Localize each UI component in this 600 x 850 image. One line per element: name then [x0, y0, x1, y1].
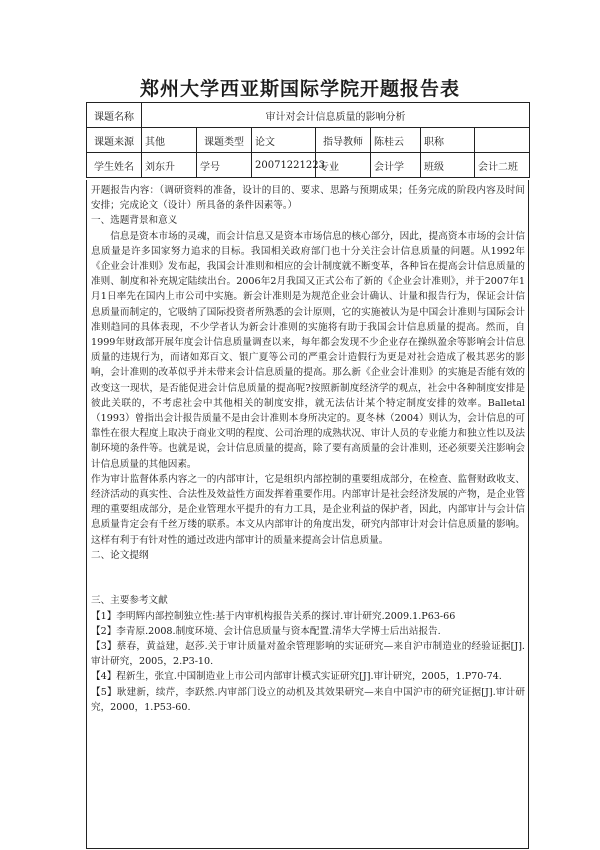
section-background-paragraph-2: 作为审计监督体系内容之一的内部审计，它是组织内部控制的重要组成部分，在检查、监督财政收支、经济活动的真实性、合法性及效益性方面发挥着重要作用。内部审计是社会经济发展的产物，是企业管理的重要组成部分，是企业管理水平提升的有力工具，是企业利益的保护者，因此，内部审计与会计信息质量肯定会有千丝万缕的联系。本文从内部审计的角度出发，研究内部审计对会计信息质量的影响。这样有利于有针对性的通过改进内部审计的质量来提高会计信息质量。 — [91, 473, 525, 546]
class-value: 会计二班 — [475, 153, 530, 178]
page-title: 郑州大学西亚斯国际学院开题报告表 — [139, 78, 460, 100]
topic-row — [87, 103, 530, 128]
name-label: 学生姓名 — [87, 153, 142, 178]
outline-blank — [91, 563, 525, 578]
topic-value: 审计对会计信息质量的影响分析 — [142, 103, 530, 128]
source-row — [87, 128, 530, 153]
name-value: 刘东升 — [142, 153, 197, 178]
section-outline-heading: 二、论文提纲 — [91, 549, 149, 561]
class-label: 班级 — [421, 153, 475, 178]
id-label: 学号 — [197, 153, 252, 178]
source-label: 课题来源 — [87, 128, 142, 153]
advisor-value: 陈桂云 — [371, 128, 421, 153]
id-value: 20071221223 — [252, 153, 316, 178]
major-label: 专业 — [316, 153, 371, 178]
section-references-heading: 三、主要参考文献 — [91, 595, 168, 607]
info-table — [86, 102, 530, 178]
type-value: 论文 — [252, 128, 316, 153]
source-value: 其他 — [142, 128, 197, 153]
reference-item: 【4】程新生，张宜.中国制造业上市公司内部审计模式实证研究[J].审计研究，2005，1.P70-74. — [91, 671, 502, 683]
reference-item: 【2】李青原.2008.制度环境、会计信息质量与资本配置.清华大学博士后出站报告. — [91, 625, 441, 637]
section-background-heading: 一、选题背景和意义 — [91, 215, 178, 227]
topic-label: 课题名称 — [87, 103, 142, 128]
student-row — [87, 153, 530, 178]
section-background-paragraph: 信息是资本市场的灵魂，而会计信息又是资本市场信息的核心部分，因此，提高资本市场的会计信息质量是许多国家努力追求的目标。我国相关政府部门也十分关注会计信息质量的问题。从1992年《企业会计准则》发布起，我国会计准则和相应的会计制度就不断变革，各种旨在提高会计信息质量的准则、制度和补充规定陆续出台。2006年2月我国又正式公布了新的《企业会计准则》，并于2007年1月1日率先在国内上市公司中实施。新会计准则是为规范企业会计确认、计量和报告行为，保证会计信息质量而制定的，它吸纳了国际投资者所熟悉的会计原则，它的实施被认为是中国会计准则与国际会计准则趋同的具体表现，不少学者认为新会计准则的实施将有助于我国会计信息质量的提高。然而，自1999年财政部开展年度会计信息质量调查以来，每年都会发现不少企业存在操纵盈余等影响会计信息质量的违规行为，而诸如郑百文、银广夏等公司的严重会计造假行为更是对社会造成了极其恶劣的影响，会计准则的改革似乎并未带来会计信息质量的提高。那么新《企业会计准则》的实施是否能有效的改变这一现状，是否能促进会计信息质量的提高呢?按照新制度经济学的观点，社会中各种制度安排是彼此关联的，不考虑社会中其他相关的制度安排，就无法估计某个特定制度安排的效率。Balletal（1993）曾指出会计报告质量不是由会计准则本身所决定的。夏冬林（2004）则认为，会计信息的可靠性在很大程度上取决于商业文明的程度、公司治理的成熟状况、审计人员的专业能力和独立性以及法制环境的条件等。也就是说，会计信息质量的提高，除了要有高质量的会计准则，还必须要关注影响会计信息质量的其他因素。 — [91, 230, 525, 470]
outline-blank — [91, 578, 525, 593]
report-content — [91, 183, 525, 715]
advisor-label: 指导教师 — [316, 128, 371, 153]
major-value: 会计学 — [371, 153, 421, 178]
reference-item: 【1】李明辉内部控制独立性:基于内审机构报告关系的探讨.审计研究.2009.1.P63-66 — [91, 610, 456, 622]
rank-label: 职称 — [421, 128, 475, 153]
report-content-box — [86, 180, 529, 849]
report-intro: 开题报告内容：（调研资料的准备，设计的目的、要求、思路与预期成果；任务完成的阶段内容及时间安排；完成论文（设计）所具备的条件因素等。） — [91, 185, 525, 212]
rank-value — [475, 128, 530, 153]
reference-item: 【3】蔡春，黄益建，赵莎.关于审计质量对盈余管理影响的实证研究—来自沪市制造业的经验证据[J].审计研究，2005，2.P3-10. — [91, 641, 525, 668]
type-label: 课题类型 — [197, 128, 252, 153]
reference-item: 【5】耿建新，续芹，李跃然.内审部门设立的动机及其效果研究—来自中国沪市的研究证据[J].审计研究，2000，1.P53-60. — [91, 686, 525, 713]
